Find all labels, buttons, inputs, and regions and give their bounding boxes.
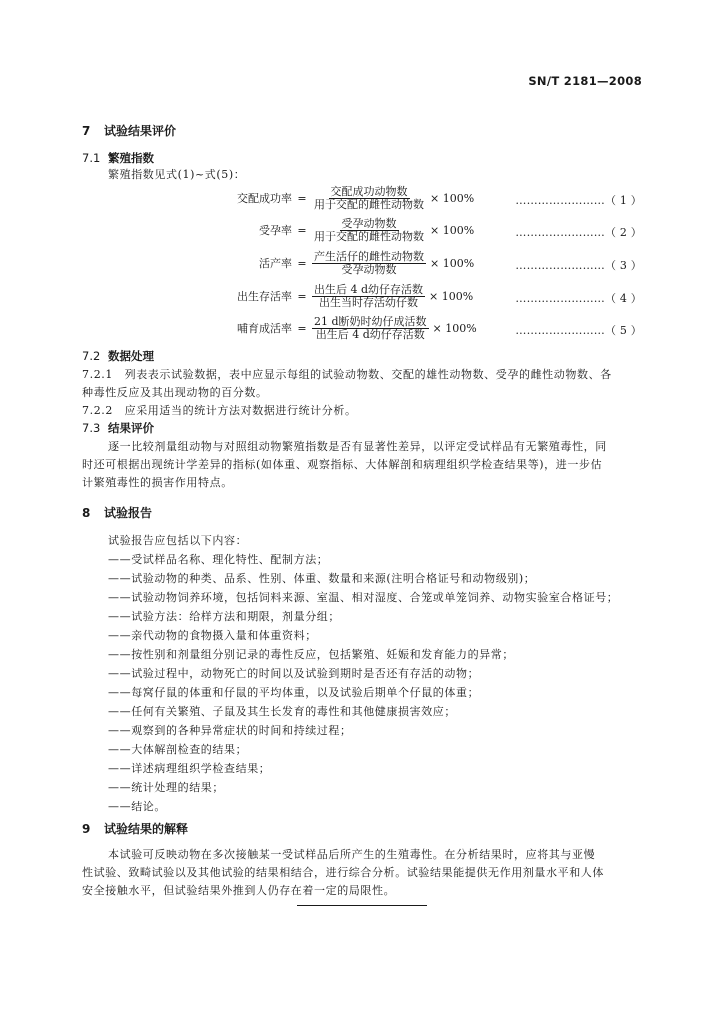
evaluation-line-1: 逐一比较剂量组动物与对照组动物繁殖指数是否有显著性差异，以评定受试样品有无繁殖毒性，同 <box>108 440 607 453</box>
evaluation-line-2: 时还可根据出现统计学差异的指标(如体重、观察指标、大体解剖和病理组织学检查结果等)，进一步估 <box>82 458 603 471</box>
section-8-heading <box>82 504 152 521</box>
times-100-percent: × 100% <box>430 191 475 205</box>
report-intro: 试验报告应包括以下内容： <box>108 534 248 547</box>
section-7-1-heading <box>82 150 154 166</box>
interpretation-line-2: 性试验、致畸试验以及其他试验的结果相结合，进行综合分析。试验结果能提供无作用剂量水平和人体 <box>82 866 604 879</box>
formula-5-number: ……………………（ 5 ） <box>515 324 642 337</box>
section-number: 7.3 <box>82 421 101 435</box>
formula-4-number: ……………………（ 4 ） <box>515 292 642 305</box>
formula-label: 出生存活率 <box>237 290 292 303</box>
section-title: 试验结果评价 <box>104 124 177 138</box>
section-number: 7.1 <box>82 151 101 165</box>
formula-2-number: ……………………（ 2 ） <box>515 226 642 239</box>
formula-3-number: ……………………（ 3 ） <box>515 259 642 272</box>
denominator: 出生当时存活幼仔数 <box>319 295 419 309</box>
formula-3 <box>210 251 474 275</box>
fraction <box>312 218 426 243</box>
section-7-3-heading <box>82 420 154 436</box>
interpretation-line-1: 本试验可反映动物在多次接触某一受试样品后所产生的生殖毒性。在分析结果时，应将其与亚慢 <box>108 848 596 861</box>
denominator: 出生后 4 d幼仔存活数 <box>315 327 425 341</box>
times-100-percent: × 100% <box>429 289 474 303</box>
report-item: ——受试样品名称、理化特性、配制方法； <box>108 553 329 566</box>
denominator: 用于交配的雌性动物数 <box>314 229 424 243</box>
numerator: 出生后 4 d幼仔存活数 <box>314 282 424 296</box>
standard-number: SN/T 2181—2008 <box>528 74 642 88</box>
equals-sign: = <box>297 223 307 237</box>
report-item: ——详述病理组织学检查结果； <box>108 762 271 775</box>
formula-label: 哺育成活率 <box>237 322 292 335</box>
report-item: ——试验方法：给样方法和期限，剂量分组； <box>108 610 340 623</box>
numerator: 交配成功动物数 <box>330 184 408 198</box>
section-title: 结果评价 <box>108 421 154 435</box>
numerator: 产生活仔的雌性动物数 <box>314 249 424 263</box>
formula-1 <box>210 186 474 210</box>
report-item: ——任何有关繁殖、子鼠及其生长发育的毒性和其他健康损害效应； <box>108 705 456 718</box>
evaluation-line-3: 计繁殖毒性的损害作用特点。 <box>82 476 233 489</box>
numerator: 21 d断奶时幼仔成活数 <box>314 314 427 328</box>
report-item: ——试验动物的种类、品系、性别、体重、数量和来源(注明合格证号和动物级别)； <box>108 572 536 585</box>
interpretation-line-3: 安全接触水平，但试验结果外推到人仍存在着一定的局限性。 <box>82 884 396 897</box>
section-title: 繁殖指数 <box>108 151 154 165</box>
fraction <box>312 186 426 211</box>
times-100-percent: × 100% <box>430 223 475 237</box>
times-100-percent: × 100% <box>432 321 477 335</box>
section-title: 试验结果的解释 <box>104 822 189 836</box>
report-item: ——结论。 <box>108 800 166 813</box>
formula-2 <box>210 218 474 242</box>
denominator: 用于交配的雌性动物数 <box>314 197 424 211</box>
formula-label: 受孕率 <box>259 224 292 237</box>
fraction <box>312 316 429 341</box>
numerator: 受孕动物数 <box>341 216 397 230</box>
report-item: ——按性别和剂量组分别记录的毒性反应，包括繁殖、妊娠和发育能力的异常； <box>108 648 514 661</box>
report-item: ——亲代动物的食物摄入量和体重资料； <box>108 629 317 642</box>
formula-label: 活产率 <box>259 257 292 270</box>
end-rule <box>297 905 427 906</box>
report-item: ——观察到的各种异常症状的时间和持续过程； <box>108 724 352 737</box>
clause-7-2-2: 7.2.2 应采用适当的统计方法对数据进行统计分析。 <box>82 404 357 417</box>
equals-sign: = <box>297 191 307 205</box>
report-item: ——试验过程中，动物死亡的时间以及试验到期时是否还有存活的动物； <box>108 667 480 680</box>
equals-sign: = <box>297 321 307 335</box>
report-item: ——统计处理的结果； <box>108 781 224 794</box>
times-100-percent: × 100% <box>430 256 475 270</box>
section-title: 试验报告 <box>104 506 153 520</box>
clause-7-2-1-line-1: 7.2.1 列表表示试验数据，表中应显示每组的试验动物数、交配的雄性动物数、受孕的雌性动物数、各 <box>82 368 612 381</box>
formula-label: 交配成功率 <box>237 192 292 205</box>
equals-sign: = <box>297 256 307 270</box>
equals-sign: = <box>297 289 307 303</box>
report-item: ——每窝仔鼠的体重和仔鼠的平均体重，以及试验后期单个仔鼠的体重； <box>108 686 480 699</box>
formula-intro: 繁殖指数见式(1)~式(5)： <box>108 168 246 181</box>
section-9-heading <box>82 820 188 837</box>
formula-4 <box>210 284 473 308</box>
fraction <box>312 284 425 309</box>
section-number: 7 <box>82 124 91 138</box>
fraction <box>312 251 426 276</box>
section-title: 数据处理 <box>108 349 154 363</box>
section-number: 7.2 <box>82 349 101 363</box>
section-7-heading <box>82 122 176 139</box>
report-item: ——试验动物饲养环境，包括饲料来源、室温、相对湿度、合笼或单笼饲养、动物实验室合格证号； <box>108 591 619 604</box>
formula-1-number: ……………………（ 1 ） <box>515 194 642 207</box>
formula-5 <box>210 316 477 340</box>
report-item: ——大体解剖检查的结果； <box>108 743 248 756</box>
denominator: 受孕动物数 <box>341 262 397 276</box>
section-7-2-heading <box>82 348 154 364</box>
section-number: 9 <box>82 822 91 836</box>
section-number: 8 <box>82 506 91 520</box>
clause-7-2-1-line-2: 种毒性反应及其出现动物的百分数。 <box>82 386 268 399</box>
